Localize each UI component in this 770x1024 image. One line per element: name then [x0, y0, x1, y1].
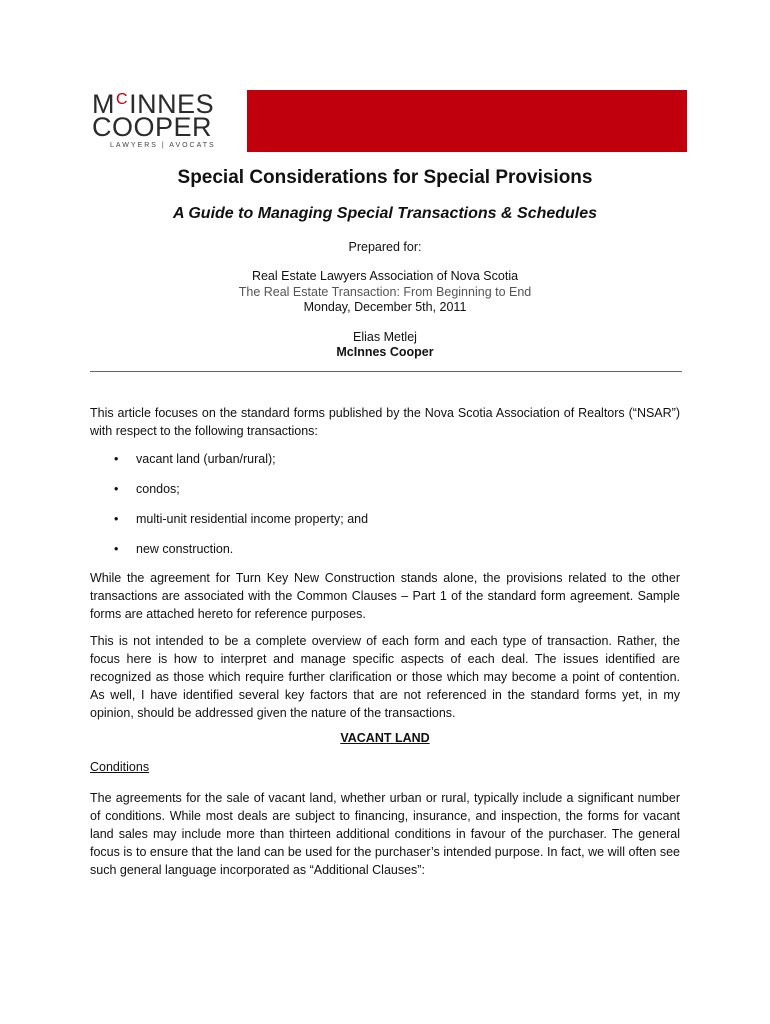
paragraph-4: The agreements for the sale of vacant land, whether urban or rural, typically include a significant number of conditions. While most deals are subject to financing, insurance, and inspection, the forms for vacant land sales may include more than thirteen additional conditions in favour of the purchaser. The general focus is to ensure that the land can be used for the purchaser’s intended purpose. In fact, we will often see such general language incorporated as “Additional Clauses”:: [90, 791, 680, 877]
list-item-text: new construction.: [136, 542, 234, 556]
event-name: The Real Estate Transaction: From Beginning to End: [238, 285, 532, 299]
bullet-icon: •: [114, 542, 119, 556]
list-item-text: condos;: [136, 482, 180, 496]
logo-m: M: [92, 89, 115, 119]
list-item: [114, 450, 276, 468]
subheading: Conditions: [90, 760, 150, 774]
horizontal-divider: [90, 371, 682, 372]
bullet-icon: •: [114, 452, 119, 466]
section-heading: VACANT LAND: [340, 731, 430, 745]
document-subtitle: A Guide to Managing Special Transactions & Schedules: [172, 205, 598, 222]
author-firm: McInnes Cooper: [336, 345, 434, 359]
prepared-for-label: Prepared for:: [348, 240, 422, 254]
list-item: [114, 510, 368, 528]
logo-tagline: LAWYERS | AVOCATS: [110, 142, 216, 149]
bullet-icon: •: [114, 512, 119, 526]
author-name: Elias Metlej: [353, 330, 417, 344]
paragraph-3: This is not intended to be a complete overview of each form and each type of transaction. Rather, the focus here is how to interpret and manage specific aspects of each deal. The issues identified are recognized as those which require further clarification or those which may become a point of contention. As well, I have identified several key factors that are not referenced in the standard forms yet, in my opinion, should be addressed given the nature of the transactions.: [90, 634, 680, 720]
event-date: Monday, December 5th, 2011: [303, 300, 467, 314]
logo-wordmark-line2: COOPER: [92, 112, 213, 142]
logo-c: C: [116, 91, 129, 108]
document-title: Special Considerations for Special Provisions: [177, 167, 593, 188]
intro-paragraph: This article focuses on the standard forms published by the Nova Scotia Association of Realtors (“NSAR”) with respect to the following transactions:: [90, 406, 680, 438]
list-item: [114, 480, 180, 498]
mcinnes-cooper-logo: [92, 86, 232, 152]
organization: Real Estate Lawyers Association of Nova Scotia: [251, 269, 519, 283]
logo-innes: INNES: [129, 89, 215, 119]
list-item-text: vacant land (urban/rural);: [136, 452, 276, 466]
list-item-text: multi-unit residential income property; and: [136, 512, 369, 526]
brand-banner: [247, 90, 687, 152]
list-item: [114, 540, 233, 558]
bullet-icon: •: [114, 482, 119, 496]
paragraph-2: While the agreement for Turn Key New Construction stands alone, the provisions related to the other transactions are associated with the Common Clauses – Part 1 of the standard form agreement. Sample forms are attached hereto for reference purposes.: [90, 571, 680, 621]
